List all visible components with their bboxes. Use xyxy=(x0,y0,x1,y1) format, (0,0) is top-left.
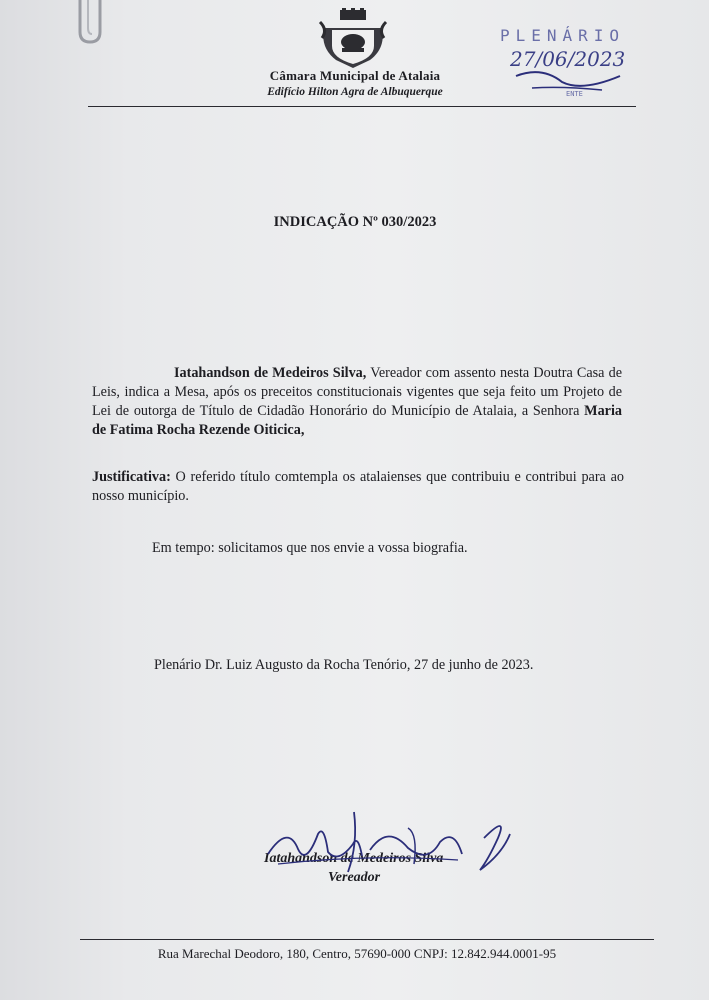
place-date: Plenário Dr. Luiz Augusto da Rocha Tenório, 27 de junho de 2023. xyxy=(154,657,534,673)
footer-divider xyxy=(80,939,654,940)
signatory-name: Iatahandson de Medeiros Silva xyxy=(264,851,444,866)
institution-name: Câmara Municipal de Atalaia xyxy=(269,68,441,83)
body-text: Vereador com assento nesta Doutra Casa de Leis, indica a Mesa, após os preceitos constitucionais vigentes que seja feito um Projeto de Lei de outorga de Título de Cidadão Honorário do Município de Atalaia, a Senhora xyxy=(92,365,623,419)
justification-paragraph xyxy=(92,468,624,506)
justification-text: O referido título comtempla os atalaienses que contribuiu e contribui para ao nosso município. xyxy=(92,469,624,504)
header-divider xyxy=(88,106,636,107)
building-name: Edifício Hilton Agra de Albuquerque xyxy=(267,86,443,98)
plenario-stamp xyxy=(492,26,652,106)
document-title: INDICAÇÃO Nº 030/2023 xyxy=(273,214,437,230)
justification-label: Justificativa: xyxy=(92,469,171,485)
signatory-role: Vereador xyxy=(328,870,381,885)
paper-clip-icon xyxy=(70,0,114,50)
stamp-bottom-text: ENTE xyxy=(566,90,583,98)
stamp-label: PLENÁRIO xyxy=(500,26,626,45)
honoree-name: Maria de Fatima Rocha Rezende Oiticica, xyxy=(92,403,622,438)
author-name: Iatahandson de Medeiros Silva, xyxy=(174,365,367,381)
municipal-crest-icon xyxy=(318,8,388,70)
stamp-date: 27/06/2023 xyxy=(510,47,626,71)
em-tempo-note: Em tempo: solicitamos que nos envie a vossa biografia. xyxy=(152,540,468,556)
footer-address: Rua Marechal Deodoro, 180, Centro, 57690-000 CNPJ: 12.842.944.0001-95 xyxy=(157,946,557,961)
body-paragraph xyxy=(92,364,622,440)
handwritten-signature xyxy=(258,804,518,884)
